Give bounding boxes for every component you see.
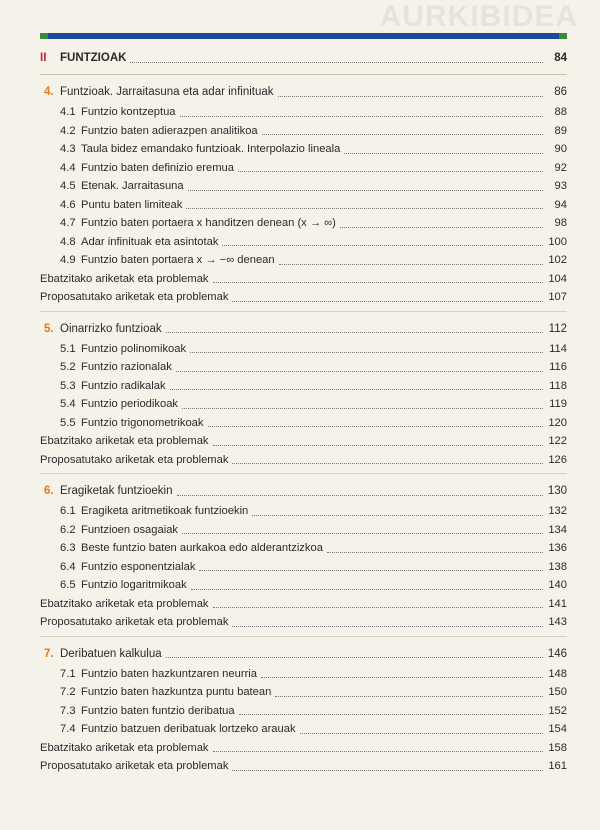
chapter-entry[interactable] (40, 643, 567, 665)
section-title: Funtzio baten adierazpen analitikoa (81, 124, 258, 137)
section-title: Taula bidez emandako funtzioak. Interpolazio lineala (81, 143, 341, 155)
section-title: Funtzio radikalak (81, 379, 166, 392)
section-title: Funtzio baten hazkuntzaren neurria (81, 667, 258, 680)
section-number: 6.2 (60, 523, 76, 536)
dot-leader (232, 760, 543, 771)
exercises-title: Proposatutako ariketak eta problemak (40, 453, 229, 466)
section-title: Funtzio baten hazkuntza puntu batean (81, 686, 272, 698)
section-entry[interactable] (40, 214, 567, 233)
dot-leader (213, 597, 543, 608)
section-number: 7.4 (60, 723, 76, 735)
section-page: 148 (548, 667, 567, 680)
section-page: 154 (548, 723, 567, 735)
section-title: Funtzio razionalak (81, 361, 172, 373)
exercises-title: Ebatzitako ariketak eta problemak (40, 272, 209, 285)
divider (40, 74, 567, 75)
exercises-entry[interactable] (20, 451, 567, 470)
dot-leader (275, 686, 543, 697)
divider (40, 311, 567, 312)
part-title: FUNTZIOAK (60, 52, 127, 64)
dot-leader (262, 124, 543, 135)
section-page: 138 (548, 560, 567, 573)
section-number: 4.5 (60, 180, 76, 192)
dot-leader (344, 143, 543, 154)
section-title: Funtzio kontzeptua (81, 106, 176, 118)
section-number: 5.3 (60, 379, 76, 392)
section-title: Funtzio baten portaera x handitzen denean (x → ∞) (81, 217, 336, 229)
section-entry[interactable] (40, 521, 567, 540)
section-number: 4.3 (60, 143, 76, 155)
dot-leader (300, 723, 543, 734)
section-page: 116 (549, 361, 567, 373)
dot-leader (213, 435, 543, 446)
bar-accent-left (40, 33, 48, 39)
section-entry[interactable] (40, 122, 567, 141)
dot-leader (232, 616, 543, 627)
exercises-page: 141 (548, 597, 567, 610)
dot-leader (170, 379, 543, 390)
bar-accent-right (559, 33, 567, 39)
dot-leader (252, 505, 543, 516)
dot-leader (182, 398, 543, 409)
section-entry[interactable] (40, 414, 567, 433)
section-title: Funtzio batzuen deribatuak lortzeko arauak (81, 723, 296, 735)
section-entry[interactable] (40, 159, 567, 178)
section-entry[interactable] (40, 340, 567, 359)
exercises-title: Ebatzitako ariketak eta problemak (40, 741, 209, 754)
exercises-entry[interactable] (20, 270, 567, 289)
section-entry[interactable] (40, 196, 567, 215)
section-number: 7.1 (60, 667, 76, 680)
section-number: 6.5 (60, 579, 76, 591)
dot-leader (238, 161, 543, 172)
section-title: Funtzio periodikoak (81, 398, 179, 410)
dot-leader (213, 272, 543, 283)
dot-leader (190, 342, 543, 353)
dot-leader (166, 322, 543, 333)
section-page: 136 (548, 542, 567, 554)
dot-leader (232, 453, 543, 464)
chapter-title: Deribatuen kalkulua (60, 647, 162, 660)
section-number: 4.7 (60, 217, 76, 229)
section-entry[interactable] (40, 665, 567, 684)
chapter-title: Oinarrizko funtzioak (60, 322, 162, 335)
section-page: 94 (554, 198, 567, 211)
chapter-entry[interactable] (40, 318, 567, 340)
section-entry[interactable] (40, 558, 567, 577)
section-number: 7.2 (60, 686, 76, 698)
section-entry[interactable] (40, 377, 567, 396)
section-number: 4.9 (60, 254, 76, 266)
chapter-title: Funtzioak. Jarraitasuna eta adar infinituak (60, 86, 274, 98)
dot-leader (213, 741, 543, 752)
section-page: 119 (549, 398, 567, 410)
section-entry[interactable] (40, 233, 567, 252)
exercises-page: 122 (548, 435, 567, 447)
chapter-block (40, 318, 567, 470)
section-number: 5.1 (60, 342, 76, 355)
dot-leader (239, 704, 543, 715)
section-number: 5.5 (60, 416, 76, 429)
section-page: 120 (548, 416, 567, 429)
dot-leader (191, 579, 543, 590)
section-title: Funtzio trigonometrikoak (81, 416, 204, 429)
exercises-page: 161 (548, 760, 567, 772)
section-entry[interactable] (40, 702, 567, 721)
dot-leader (177, 485, 543, 496)
section-number: 4.1 (60, 106, 76, 118)
chapter-number: 7. (44, 647, 54, 660)
chapter-entry[interactable] (40, 81, 567, 103)
section-entry[interactable] (40, 395, 567, 414)
dot-leader (199, 560, 543, 571)
part-page: 84 (554, 52, 567, 64)
section-page: 89 (554, 124, 567, 137)
chapter-page: 86 (554, 86, 567, 98)
section-page: 93 (554, 180, 567, 192)
chapter-page: 130 (547, 485, 567, 497)
section-entry[interactable] (40, 576, 567, 595)
chapter-page: 112 (548, 322, 567, 335)
section-title: Etenak. Jarraitasuna (81, 180, 184, 192)
table-of-contents (40, 46, 567, 776)
section-title: Funtzio baten portaera x → −∞ denean (81, 254, 275, 266)
section-number: 5.2 (60, 361, 76, 373)
exercises-page: 104 (548, 272, 567, 285)
exercises-page: 158 (548, 741, 567, 754)
section-entry[interactable] (40, 103, 567, 122)
chapter-number: 4. (44, 86, 54, 98)
chapter-block (40, 643, 567, 776)
ghost-header-text: AURKIBIDEA (379, 0, 578, 33)
section-number: 4.8 (60, 235, 76, 248)
exercises-title: Ebatzitako ariketak eta problemak (40, 435, 209, 447)
section-number: 5.4 (60, 398, 76, 410)
section-page: 102 (548, 254, 567, 266)
section-entry[interactable] (40, 539, 567, 558)
section-page: 132 (548, 505, 567, 517)
section-number: 4.2 (60, 124, 76, 137)
chapter-block (40, 480, 567, 632)
dot-leader (182, 523, 543, 534)
exercises-page: 126 (548, 453, 567, 466)
section-page: 114 (549, 342, 567, 355)
section-page: 118 (549, 379, 567, 392)
section-title: Funtzioen osagaiak (81, 523, 179, 536)
section-entry[interactable] (40, 140, 567, 159)
part-entry[interactable] (40, 46, 567, 70)
section-title: Puntu baten limiteak (81, 198, 183, 211)
exercises-entry[interactable] (20, 288, 567, 307)
exercises-entry[interactable] (20, 739, 567, 758)
dot-leader (176, 361, 543, 372)
dot-leader (279, 254, 543, 265)
exercises-title: Ebatzitako ariketak eta problemak (40, 597, 209, 610)
chapter-page: 146 (547, 647, 567, 660)
section-page: 140 (548, 579, 567, 591)
section-title: Funtzio esponentzialak (81, 560, 196, 573)
section-title: Funtzio logaritmikoak (81, 579, 187, 591)
section-page: 152 (548, 704, 567, 717)
dot-leader (130, 52, 543, 63)
section-title: Funtzio polinomikoak (81, 342, 187, 355)
section-title: Eragiketa aritmetikoak funtzioekin (81, 505, 249, 517)
divider (40, 636, 567, 637)
chapter-title: Eragiketak funtzioekin (60, 485, 173, 497)
section-title: Funtzio baten definizio eremua (81, 161, 234, 174)
section-entry[interactable] (40, 720, 567, 739)
dot-leader (188, 180, 543, 191)
exercises-entry[interactable] (20, 613, 567, 632)
section-entry[interactable] (40, 358, 567, 377)
top-color-bar (40, 33, 567, 39)
dot-leader (261, 667, 543, 678)
chapter-number: 5. (44, 322, 54, 335)
exercises-title: Proposatutako ariketak eta problemak (40, 616, 229, 628)
divider (40, 473, 567, 474)
chapter-entry[interactable] (40, 480, 567, 502)
section-page: 150 (548, 686, 567, 698)
section-entry[interactable] (40, 177, 567, 196)
section-entry[interactable] (40, 251, 567, 270)
section-page: 98 (554, 217, 567, 229)
dot-leader (180, 106, 543, 117)
section-number: 6.3 (60, 542, 76, 554)
section-entry[interactable] (40, 683, 567, 702)
exercises-entry[interactable] (20, 595, 567, 614)
dot-leader (208, 416, 544, 427)
dot-leader (278, 86, 543, 97)
exercises-entry[interactable] (20, 432, 567, 451)
section-number: 7.3 (60, 704, 76, 717)
part-number: II (40, 52, 47, 64)
chapter-block (40, 81, 567, 307)
exercises-page: 143 (548, 616, 567, 628)
dot-leader (340, 217, 543, 228)
section-page: 92 (554, 161, 567, 174)
exercises-title: Proposatutako ariketak eta problemak (40, 760, 229, 772)
dot-leader (222, 235, 543, 246)
exercises-title: Proposatutako ariketak eta problemak (40, 291, 229, 303)
section-title: Funtzio baten funtzio deribatua (81, 704, 235, 717)
chapter-number: 6. (44, 485, 54, 497)
exercises-page: 107 (548, 291, 567, 303)
section-page: 100 (548, 235, 567, 248)
section-number: 6.1 (60, 505, 76, 517)
dot-leader (327, 542, 543, 553)
section-entry[interactable] (40, 502, 567, 521)
dot-leader (186, 198, 543, 209)
section-number: 6.4 (60, 560, 76, 573)
section-number: 4.6 (60, 198, 76, 211)
section-title: Beste funtzio baten aurkakoa edo alderantzizkoa (81, 542, 323, 554)
section-number: 4.4 (60, 161, 76, 174)
section-page: 134 (548, 523, 567, 536)
section-title: Adar infinituak eta asintotak (81, 235, 219, 248)
dot-leader (166, 647, 543, 658)
exercises-entry[interactable] (20, 757, 567, 776)
section-page: 88 (554, 106, 567, 118)
dot-leader (232, 291, 543, 302)
section-page: 90 (554, 143, 567, 155)
